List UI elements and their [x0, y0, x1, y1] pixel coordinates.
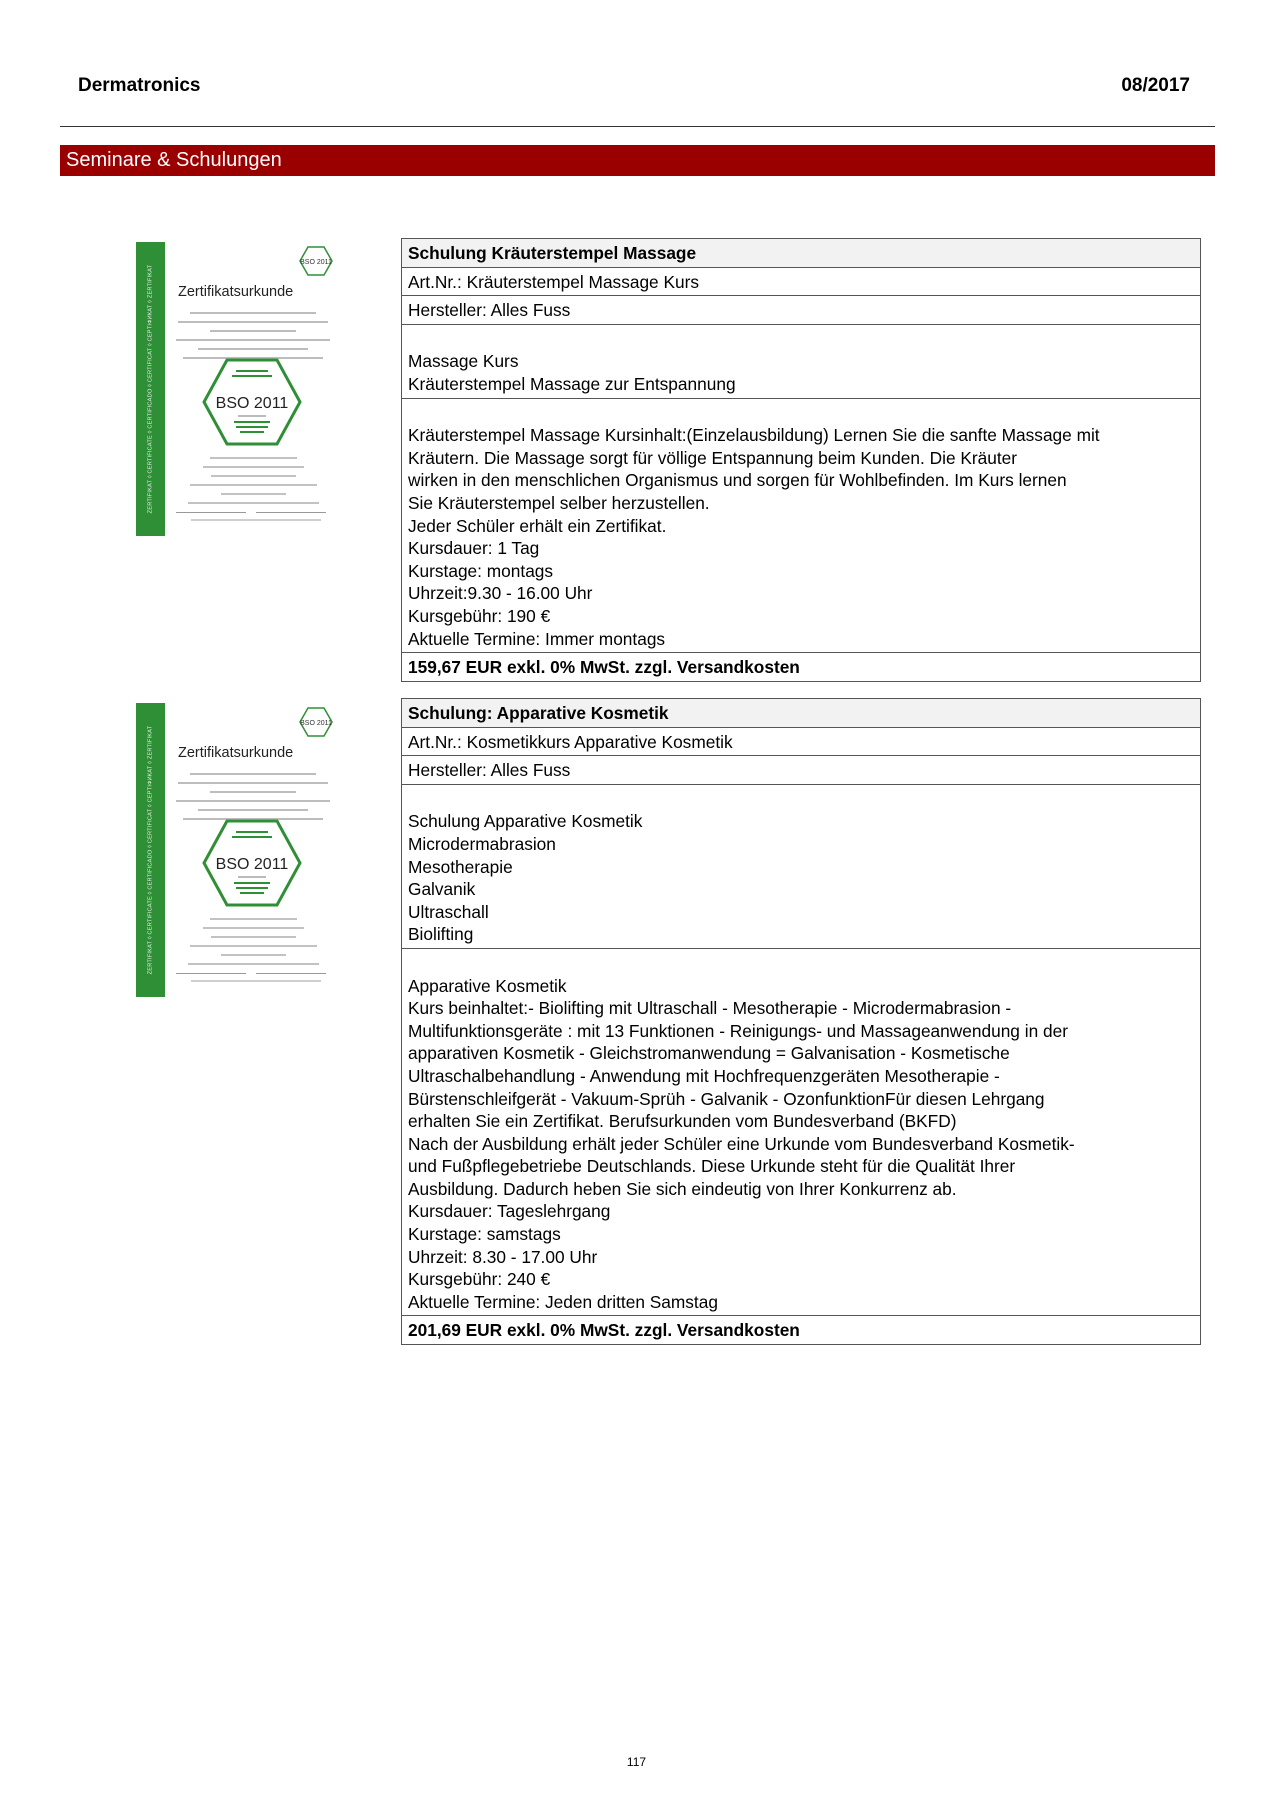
product-manufacturer: Hersteller: Alles Fuss [402, 295, 1200, 324]
product-title: Schulung: Apparative Kosmetik [402, 699, 1200, 727]
product-box-1 [401, 238, 1201, 682]
certificate-title: Zertifikatsurkunde [178, 284, 294, 300]
certificate-seal-icon [202, 819, 302, 907]
product-price: 159,67 EUR exkl. 0% MwSt. zzgl. Versandkosten [402, 652, 1200, 681]
svg-text:BSO 2011: BSO 2011 [215, 856, 289, 873]
signature-line-left [176, 512, 246, 513]
product-price: 201,69 EUR exkl. 0% MwSt. zzgl. Versandkosten [402, 1315, 1200, 1344]
certificate-strip: ZERTIFIKAT ◊ CERTIFICATE ◊ CERTIFICADO ◊ CERTIFICAT ◊ CEPTIФИКАТ ◊ ZERTIFIKAT [136, 703, 165, 997]
product-description: Kräuterstempel Massage Kursinhalt:(Einzelausbildung) Lernen Sie die sanfte Massage mit Kräutern. Die Massage sorgt für völlige Entspannung beim Kunden. Die Kräuter wirken in den menschlichen Organismus und sorgen für Wohlbefinden. Im Kurs lernen Sie Kräuterstempel selber herzustellen. Jeder Schüler erhält ein Zertifikat. Kursdauer: 1 Tag Kurstage: montags Uhrzeit:9.30 - 16.00 Uhr Kursgebühr: 190 € Aktuelle Termine: Immer montags [402, 398, 1200, 653]
product-box-2 [401, 698, 1201, 1345]
document-date: 08/2017 [1121, 75, 1190, 96]
signature-line-left [176, 973, 246, 974]
product-description: Apparative Kosmetik Kurs beinhaltet:- Biolifting mit Ultraschall - Mesotherapie - Microdermabrasion - Multifunktionsgeräte : mit 13 Funktionen - Reinigungs- und Massageanwendung in der apparativen Kosmetik - Gleichstromanwendung = Galvanisation - Kosmetische Ultraschalbehandlung - Anwendung mit Hochfrequenzgeräten Mesotherapie - Bürstenschleifgerät - Vakuum-Sprüh - Galvanik - OzonfunktionFür diesen Lehrgang erhalten Sie ein Zertifikat. Berufsurkunden vom Bundesverband (BKFD) Nach der Ausbildung erhält jeder Schüler eine Urkunde vom Bundesverband Kosmetik- und Fußpflegebetriebe Deutschlands. Diese Urkunde steht für die Qualität Ihrer Ausbildung. Dadurch heben Sie sich eindeutig von Ihrer Konkurrenz ab. Kursdauer: Tageslehrgang Kurstage: samstags Uhrzeit: 8.30 - 17.00 Uhr Kursgebühr: 240 € Aktuelle Termine: Jeden dritten Samstag [402, 948, 1200, 1316]
certificate-detail-lines [181, 918, 326, 972]
product-summary: Massage Kurs Kräuterstempel Massage zur Entspannung [402, 324, 1200, 398]
svg-text:BSO 2011: BSO 2011 [300, 259, 332, 266]
certificate-footer [191, 980, 321, 982]
certificate-title: Zertifikatsurkunde [178, 745, 294, 761]
company-name: Dermatronics [78, 75, 201, 96]
section-title: Seminare & Schulungen [60, 145, 1215, 176]
signature-line-right [256, 512, 326, 513]
product-summary: Schulung Apparative Kosmetik Microdermabrasion Mesotherapie Galvanik Ultraschall Biolifting [402, 784, 1200, 948]
signature-line-right [256, 973, 326, 974]
certificate-detail-lines [181, 457, 326, 511]
svg-text:BSO 2011: BSO 2011 [300, 720, 332, 727]
certificate-thumbnail-2 [136, 703, 336, 997]
product-art-nr: Art.Nr.: Kosmetikkurs Apparative Kosmetik [402, 727, 1200, 756]
page-number: 117 [626, 1755, 647, 1769]
bso-badge-icon [299, 246, 333, 276]
bso-badge-icon [299, 707, 333, 737]
product-art-nr: Art.Nr.: Kräuterstempel Massage Kurs [402, 267, 1200, 296]
product-manufacturer: Hersteller: Alles Fuss [402, 755, 1200, 784]
product-title: Schulung Kräuterstempel Massage [402, 239, 1200, 267]
certificate-strip: ZERTIFIKAT ◊ CERTIFICATE ◊ CERTIFICADO ◊ CERTIFICAT ◊ CEPTIФИКАТ ◊ ZERTIFIKAT [136, 242, 165, 536]
certificate-footer [191, 519, 321, 521]
certificate-thumbnail-1 [136, 242, 336, 536]
svg-text:BSO 2011: BSO 2011 [215, 395, 289, 412]
header-divider [60, 126, 1215, 127]
certificate-seal-icon [202, 358, 302, 446]
